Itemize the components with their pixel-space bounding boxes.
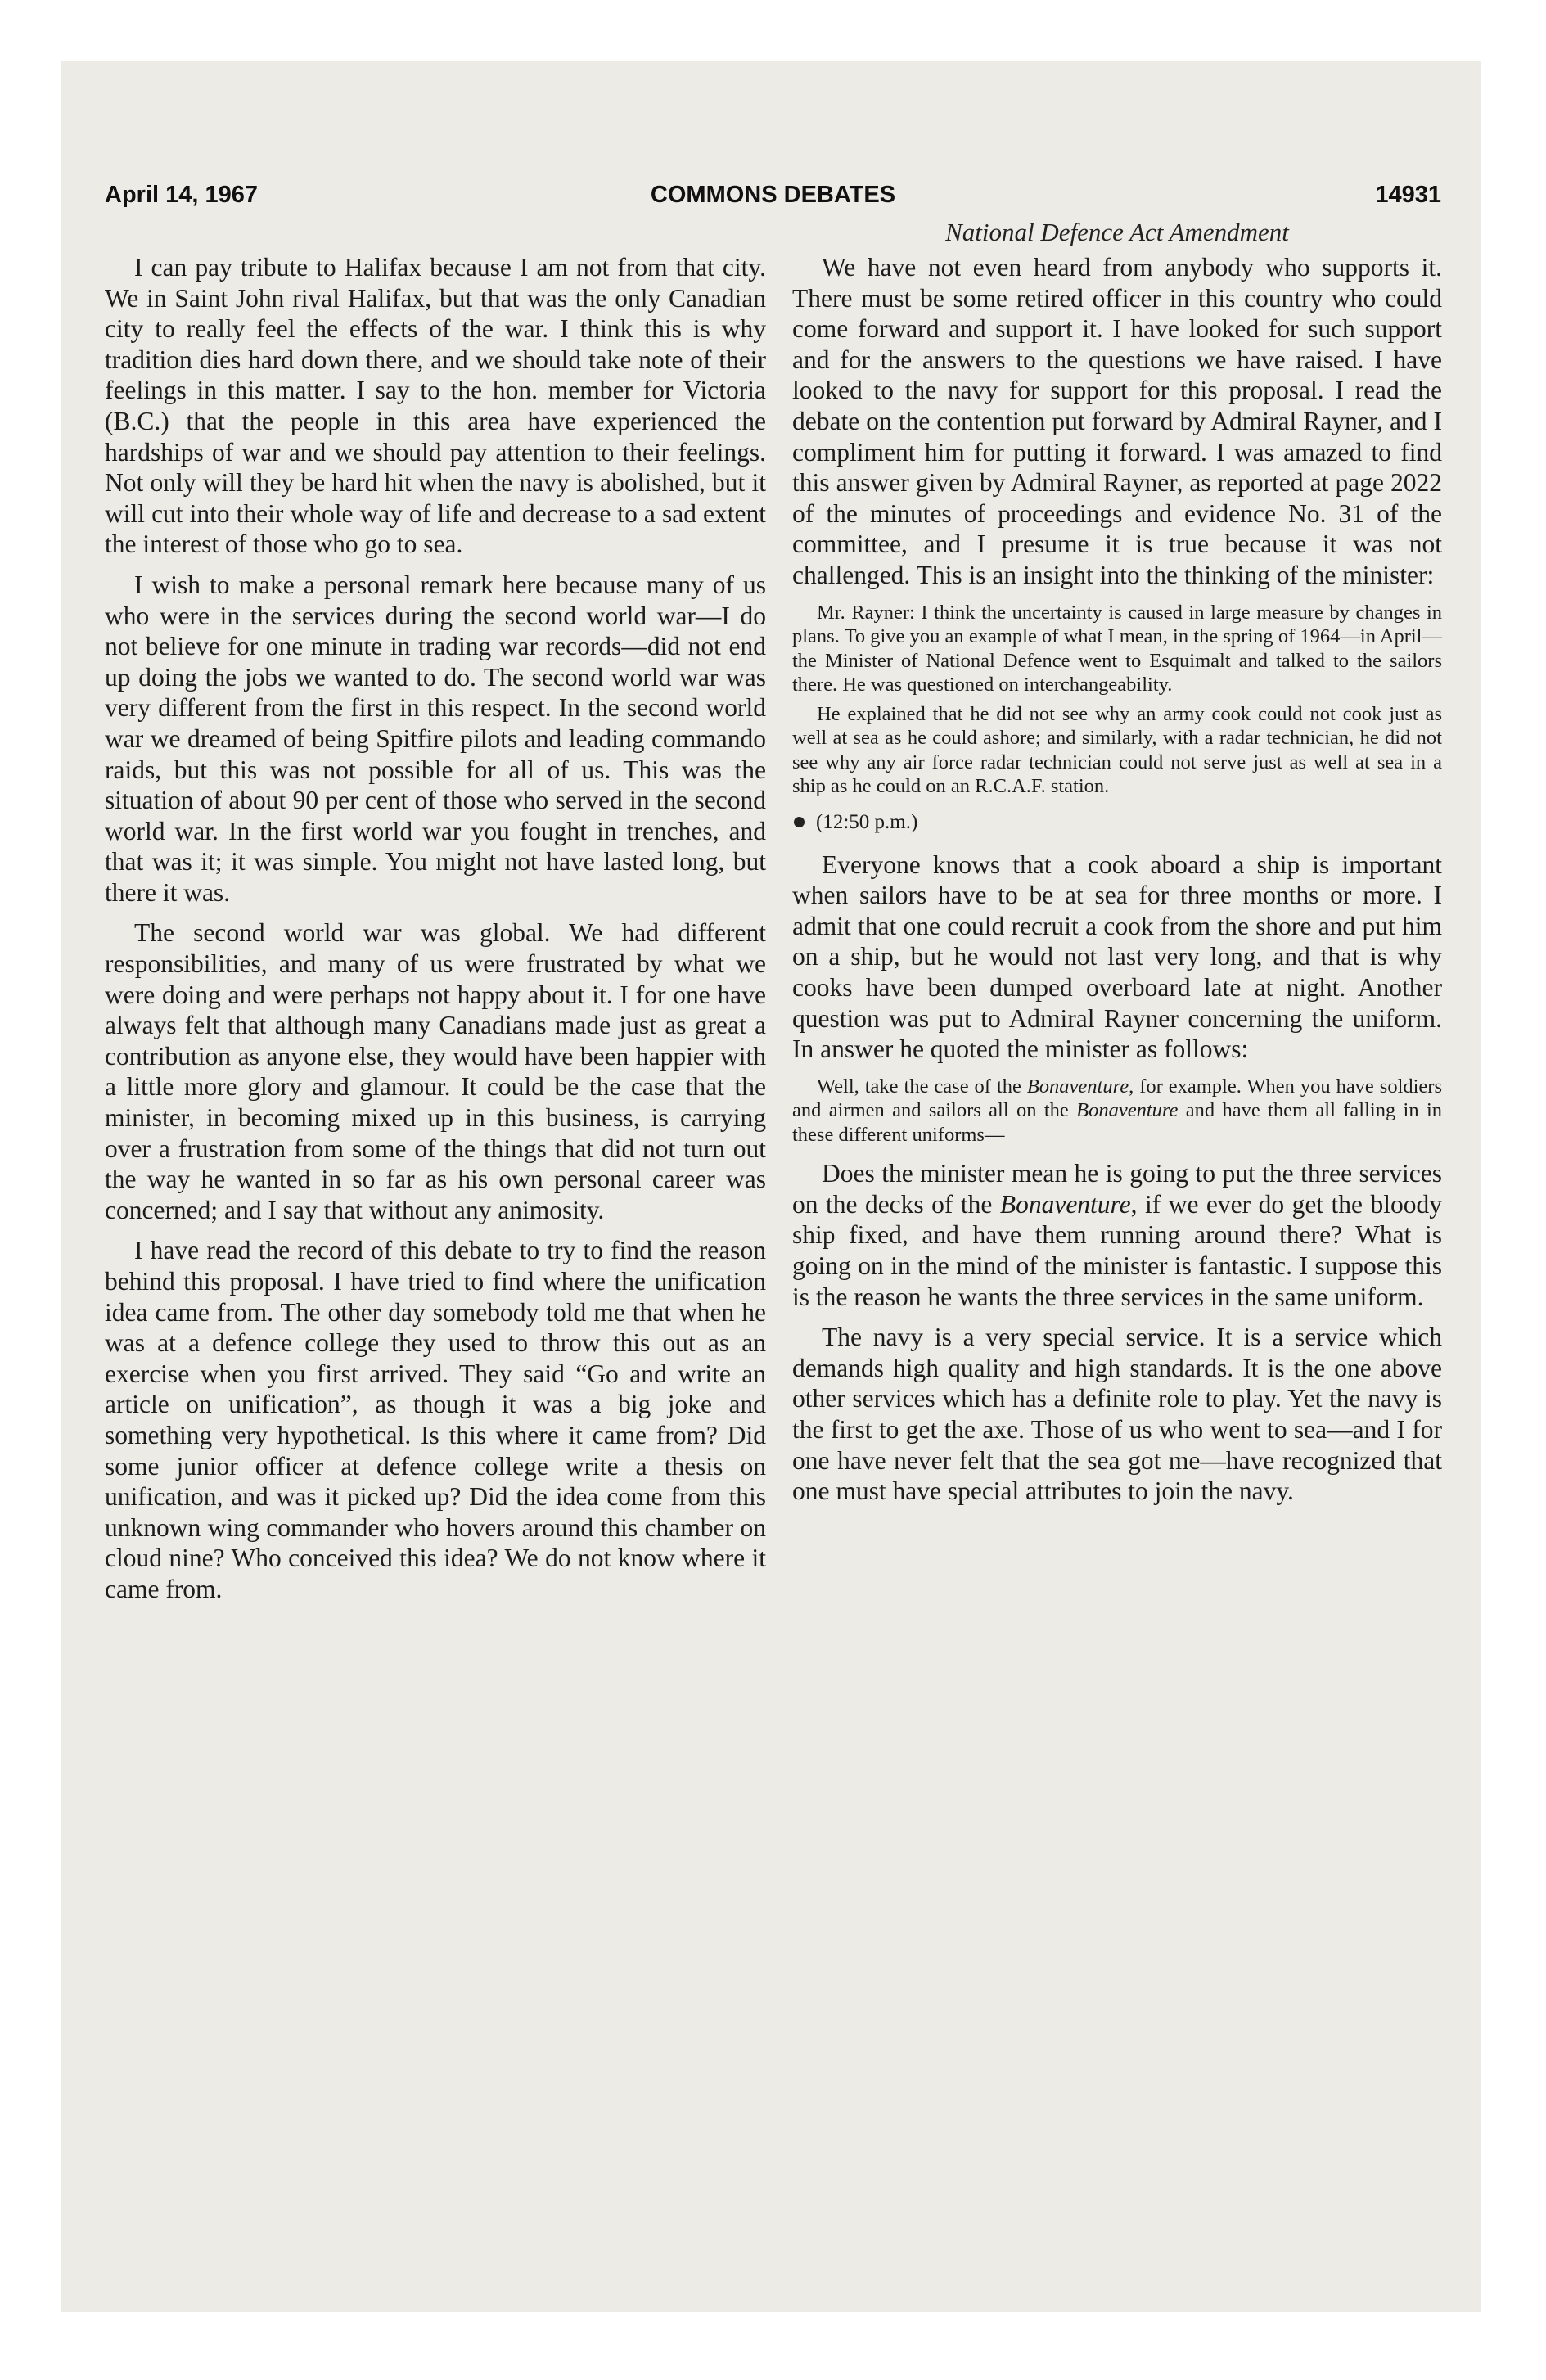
left-paragraph: I wish to make a personal remark here because many of us who were in the services during the second world war—I do not believe for one minute in trading war records—did not end up doing the jobs we wanted to do. The second world war was very different from the first in this respect. In the second world war we dreamed of being Spitfire pilots and leading commando raids, but this was not possible for all of us. This was the situation of about 90 per cent of those who served in the second world war. In the first world war you fought in trenches, and that was it; it was simple. You might not have lasted long, but there it was.: [105, 570, 766, 907]
bullet-icon: [794, 817, 805, 827]
quoted-minister: [792, 1075, 1442, 1147]
left-paragraph: I can pay tribute to Halifax because I am not from that city. We in Saint John rival Halifax, but that was the only Canadian city to really feel the effects of the war. I think this is why tradition dies hard down there, and we should take note of their feelings in this matter. I say to the hon. member for Victoria (B.C.) that the people in this area have experienced the hardships of war and we should pay attention to their feelings. Not only will they be hard hit when the navy is abolished, but it will cut into their whole way of life and decrease to a sad extent the interest of those who go to sea.: [105, 253, 766, 559]
quote-text: and have them all falling in in these different uniforms—: [792, 1099, 1443, 1146]
quote-paragraph: Mr. Rayner: I think the uncertainty is caused in large measure by changes in plans. To give you an example of what I mean, in the spring of 1964—in April—the Minister of National Defence went to Esquimalt and talked to the sailors there. He was questioned on interchangeability.: [792, 601, 1442, 696]
timestamp-line: [792, 810, 1442, 835]
page-date: April 14, 1967: [105, 182, 258, 208]
quote-text: , for example. When you have soldiers and airmen and sailors all on the: [792, 1075, 1442, 1122]
ship-name: Bonaventure: [1076, 1099, 1179, 1122]
left-paragraph: The second world war was global. We had different responsibilities, and many of us were frustrated by what we were doing and were perhaps not happy about it. I for one have always felt that although many Canadians made just as great a contribution as anyone else, they would have been happier with a little more glory and glamour. It could be the case that the minister, in becoming mixed up in this business, is carrying over a frustration from some of the things that did not turn out the way he wanted in so far as his own personal career was concerned; and I say that without any animosity.: [105, 918, 766, 1224]
ship-name: Bonaventure: [999, 1189, 1131, 1219]
left-column: [105, 252, 766, 1615]
section-heading: National Defence Act Amendment: [945, 218, 1289, 246]
ship-name: Bonaventure: [1026, 1075, 1129, 1098]
left-paragraph: I have read the record of this debate to try to find the reason behind this proposal. I have tried to find where the unification idea came from. The other day somebody told me that when he was at a defence college they used to throw this out as an exercise when you first arrived. They said “Go and write an article on unification”, as though it was a big joke and something very hypothetical. Is this where it came from? Did some junior officer at defence college write a thesis on unification, and was it picked up? Did the idea come from this unknown wing commander who hovers around this chamber on cloud nine? Who conceived this idea? We do not know where it came from.: [105, 1236, 766, 1603]
right-paragraph: Everyone knows that a cook aboard a ship is important when sailors have to be at sea for three months or more. I admit that one could recruit a cook from the shore and put him on a ship, but he would not last very long, and that is why cooks have been dumped overboard late at night. Another question was put to Admiral Rayner concerning the uniform. In answer he quoted the minister as follows:: [792, 850, 1442, 1064]
quote-paragraph: He explained that he did not see why an army cook could not cook just as well at sea as he could ashore; and similarly, with a radar technician, he did not see why any air force radar technician could not serve just as well at sea in a ship as he could on an R.C.A.F. station.: [792, 702, 1442, 798]
right-paragraph: [792, 1158, 1442, 1312]
timestamp: (12:50 p.m.): [816, 810, 918, 833]
paragraph-text: Does the minister mean he is going to put the three services on the decks of the: [792, 1159, 1442, 1219]
right-paragraph: The navy is a very special service. It is a service which demands high quality and high standards. It is the one above other services which has a definite role to play. Yet the navy is the first to get the axe. Those of us who went to sea—and I for one have never felt that the sea got me—have recognized that one must have special attributes to join the navy.: [792, 1323, 1442, 1506]
quote-paragraph: [792, 1075, 1442, 1147]
quoted-testimony: [792, 601, 1442, 799]
page-number: 14931: [1375, 182, 1441, 208]
paragraph-text: , if we ever do get the bloody ship fixed, and have them running around there? What is going on in the mind of the minister is fantastic. I suppose this is the reason he wants the three services in the same uniform.: [792, 1189, 1443, 1311]
publication-title: COMMONS DEBATES: [650, 182, 896, 208]
right-paragraph: We have not even heard from anybody who supports it. There must be some retired officer in this country who could come forward and support it. I have looked for such support and for the answers to the questions we have raised. I have looked to the navy for support for this proposal. I read the debate on the contention put forward by Admiral Rayner, and I compliment him for putting it forward. I was amazed to find this answer given by Admiral Rayner, as reported at page 2022 of the minutes of proceedings and evidence No. 31 of the committee, and I presume it is true because it was not challenged. This is an insight into the thinking of the minister:: [792, 253, 1442, 589]
right-column: [792, 252, 1442, 1517]
quote-text: Well, take the case of the: [817, 1075, 1027, 1098]
